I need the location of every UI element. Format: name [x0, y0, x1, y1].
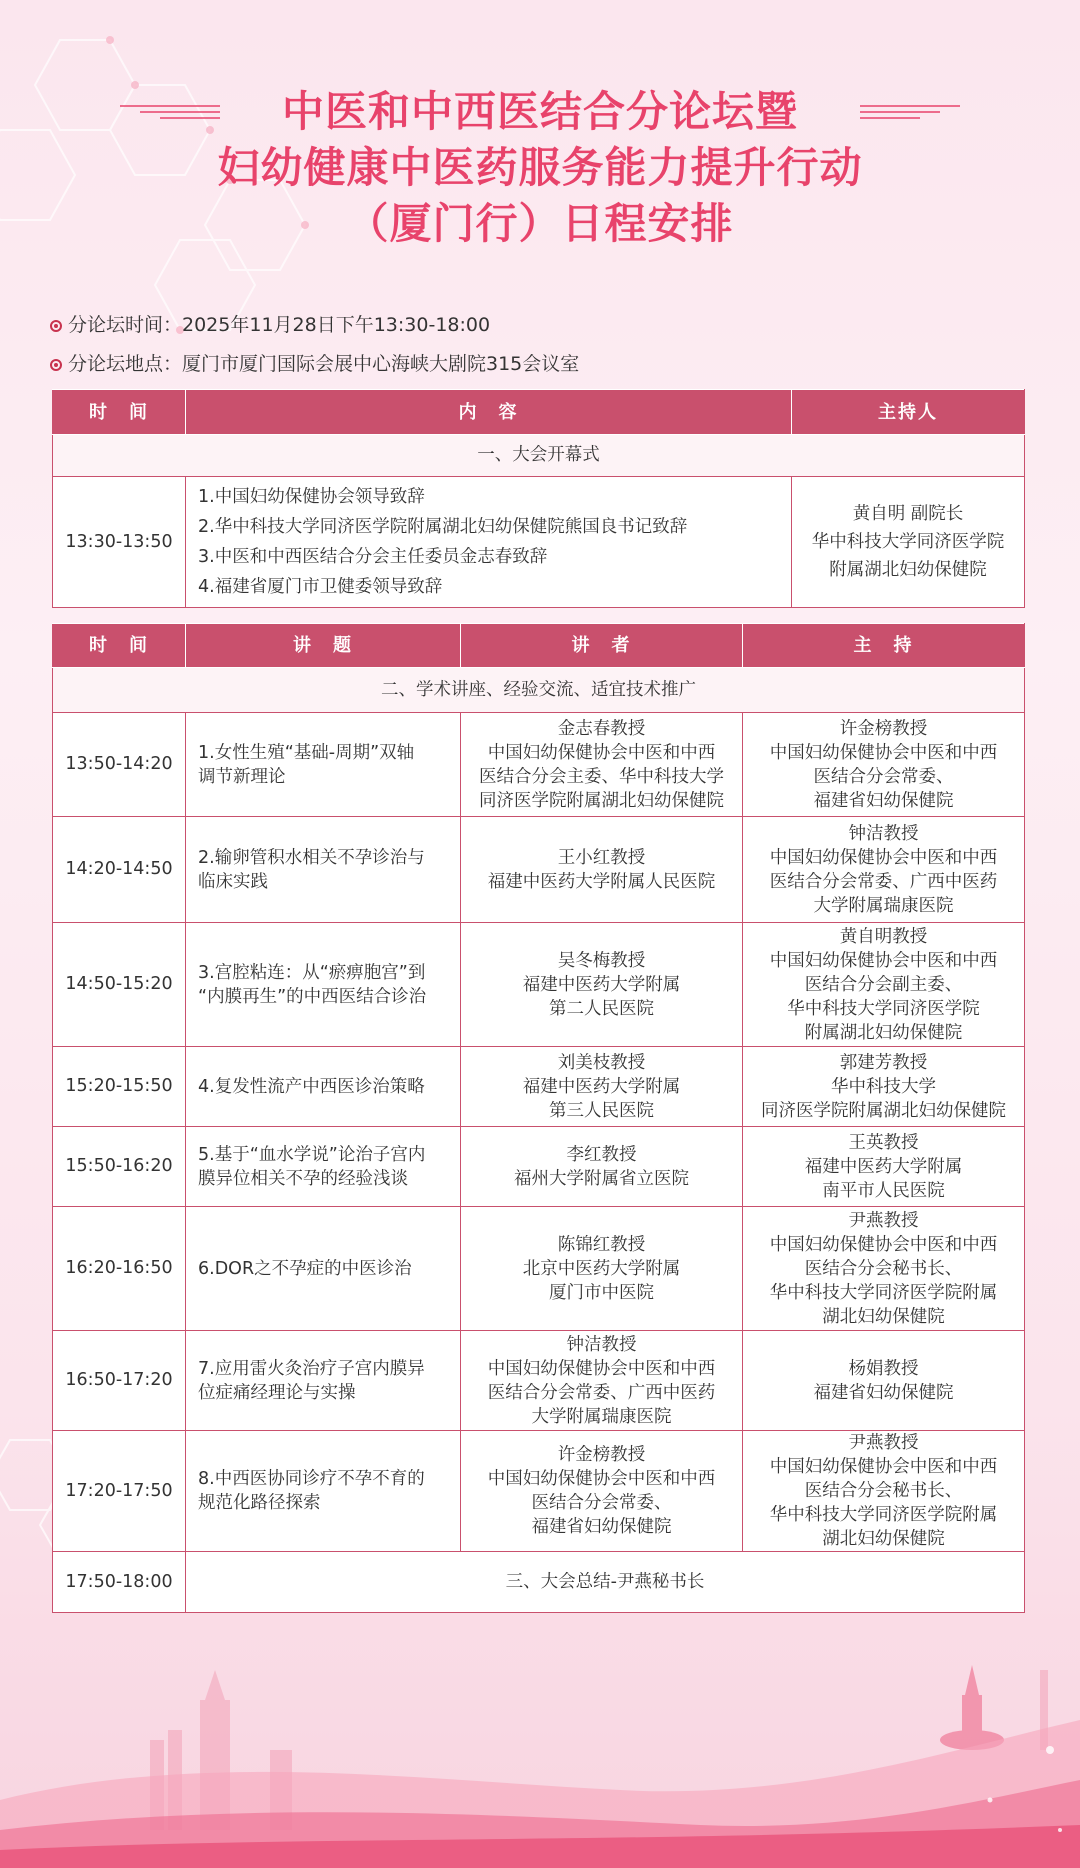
speaker-cell-line: 医结合分会主委、华中科技大学 — [479, 766, 724, 787]
speaker-cell-line: 福建中医药大学附属 — [522, 1076, 681, 1097]
time-cell: 14:20-14:50 — [53, 817, 186, 923]
topic-cell-line: 6.DOR之不孕症的中医诊治 — [198, 1258, 412, 1279]
host-cell-line: 中国妇幼保健协会中医和中西 — [769, 950, 998, 971]
host-cell — [743, 1207, 1025, 1331]
host-cell — [792, 477, 1025, 608]
forum-place-text: 分论坛地点：厦门市厦门国际会展中心海峡大剧院315会议室 — [68, 353, 580, 375]
host-cell-line: 王英教授 — [848, 1132, 919, 1153]
speaker-cell-line: 医结合分会常委、广西中医药 — [487, 1382, 716, 1403]
speaker-cell-line: 刘美枝教授 — [557, 1052, 646, 1073]
header-topic: 讲 题 — [186, 624, 461, 668]
time-cell: 15:50-16:20 — [53, 1127, 186, 1207]
host-cell — [743, 1127, 1025, 1207]
topic-cell-line: 临床实践 — [198, 871, 268, 892]
topic-cell-line: 1.女性生殖“基础-周期”双轴 — [198, 742, 415, 763]
header-host: 主持人 — [792, 390, 1025, 435]
host-cell-line: 华中科技大学 — [831, 1076, 936, 1097]
speaker-cell-line: 第三人民医院 — [549, 1100, 654, 1121]
host-cell-line: 郭建芳教授 — [839, 1052, 928, 1073]
forum-place — [50, 349, 579, 376]
speaker-cell-line: 福州大学附属省立医院 — [514, 1168, 689, 1189]
time-cell: 13:50-14:20 — [53, 713, 186, 817]
bottom-decoration — [0, 1600, 1080, 1868]
title-line-3: （厦门行）日程安排 — [346, 199, 734, 248]
speaker-cell-line: 中国妇幼保健协会中医和中西 — [487, 1358, 716, 1379]
host-cell-line: 黄自明教授 — [839, 926, 928, 947]
speaker-cell-line: 北京中医药大学附属 — [522, 1258, 681, 1279]
speaker-cell-line: 李红教授 — [566, 1144, 637, 1165]
speaker-cell — [461, 1127, 743, 1207]
time-cell: 17:20-17:50 — [53, 1431, 186, 1552]
topic-cell — [186, 1207, 461, 1331]
speaker-cell — [461, 713, 743, 817]
forum-time — [50, 310, 490, 337]
speaker-cell — [461, 923, 743, 1047]
speaker-cell — [461, 1331, 743, 1431]
forum-time-text: 分论坛时间：2025年11月28日下午13:30-18:00 — [68, 314, 491, 336]
host-cell-line: 医结合分会秘书长、 — [804, 1481, 963, 1501]
speaker-cell-line: 大学附属瑞康医院 — [531, 1406, 672, 1427]
time-cell: 13:30-13:50 — [53, 477, 186, 608]
content-line: 2.华中科技大学同济医学院附属湖北妇幼保健院熊国良书记致辞 — [198, 517, 688, 537]
host-line: 附属湖北妇幼保健院 — [829, 560, 987, 580]
header-time: 时 间 — [53, 390, 186, 435]
speaker-cell-line: 钟洁教授 — [566, 1334, 637, 1355]
speaker-cell-line: 中国妇幼保健协会中医和中西 — [487, 742, 716, 763]
host-cell-line: 大学附属瑞康医院 — [813, 895, 954, 916]
host-cell-line: 福建中医药大学附属 — [804, 1156, 963, 1177]
host-cell-line: 中国妇幼保健协会中医和中西 — [769, 847, 998, 868]
time-cell: 16:20-16:50 — [53, 1207, 186, 1331]
host-cell — [743, 1047, 1025, 1127]
host-cell-line: 华中科技大学同济医学院 — [787, 998, 980, 1019]
speaker-cell-line: 医结合分会常委、 — [531, 1493, 672, 1513]
header-host: 主 持 — [743, 624, 1025, 668]
host-cell — [743, 713, 1025, 817]
bullet-icon — [50, 320, 62, 332]
speaker-cell-line: 福建省妇幼保健院 — [531, 1517, 672, 1537]
closing-time: 17:50-18:00 — [53, 1552, 186, 1613]
topic-cell — [186, 1127, 461, 1207]
topic-cell-line: 8.中西医协同诊疗不孕不育的 — [198, 1469, 425, 1489]
speaker-cell-line: 第二人民医院 — [549, 998, 654, 1019]
speaker-cell-line: 吴冬梅教授 — [557, 950, 646, 971]
speaker-cell-line: 许金榜教授 — [557, 1445, 646, 1465]
host-cell-line: 医结合分会常委、广西中医药 — [769, 871, 998, 892]
host-cell-line: 医结合分会常委、 — [813, 766, 954, 787]
lecture-table — [52, 623, 1025, 1613]
host-cell-line: 同济医学院附属湖北妇幼保健院 — [761, 1100, 1006, 1121]
topic-cell — [186, 923, 461, 1047]
title-line-1: 中医和中西医结合分论坛暨 — [281, 87, 798, 136]
host-cell-line: 钟洁教授 — [848, 823, 919, 844]
opening-table — [52, 389, 1025, 608]
content-line: 1.中国妇幼保健协会领导致辞 — [198, 487, 425, 507]
lecture-row — [53, 923, 1025, 1047]
lecture-row — [53, 1127, 1025, 1207]
speaker-cell-line: 厦门市中医院 — [549, 1282, 654, 1303]
page-title — [0, 84, 1080, 252]
topic-cell — [186, 1431, 461, 1552]
lecture-row — [53, 1047, 1025, 1127]
lecture-row — [53, 713, 1025, 817]
lecture-row — [53, 1331, 1025, 1431]
topic-cell — [186, 1331, 461, 1431]
host-line: 黄自明 副院长 — [852, 504, 964, 524]
lecture-row — [53, 1431, 1025, 1552]
topic-cell-line: “内膜再生”的中西医结合诊治 — [198, 986, 427, 1007]
host-cell-line: 华中科技大学同济医学院附属 — [769, 1505, 998, 1525]
topic-cell-line: 4.复发性流产中西医诊治策略 — [198, 1076, 425, 1097]
host-cell-line: 附属湖北妇幼保健院 — [804, 1022, 963, 1043]
speaker-cell — [461, 1047, 743, 1127]
host-cell — [743, 923, 1025, 1047]
host-cell-line: 杨娟教授 — [848, 1358, 919, 1379]
topic-cell-line: 膜异位相关不孕的经验浅谈 — [198, 1168, 408, 1189]
speaker-cell-line: 金志春教授 — [557, 718, 646, 739]
host-cell-line: 医结合分会副主委、 — [804, 974, 963, 995]
topic-cell-line: 7.应用雷火灸治疗子宫内膜异 — [198, 1358, 425, 1379]
speaker-cell — [461, 1431, 743, 1552]
host-cell-line: 南平市人民医院 — [822, 1180, 945, 1201]
host-cell-line: 中国妇幼保健协会中医和中西 — [769, 1234, 998, 1255]
content-line: 3.中医和中西医结合分会主任委员金志春致辞 — [198, 547, 548, 567]
topic-cell-line: 5.基于“血水学说”论治子宫内 — [198, 1144, 426, 1165]
topic-cell — [186, 1047, 461, 1127]
host-cell-line: 尹燕教授 — [848, 1433, 919, 1453]
lecture-row — [53, 1207, 1025, 1331]
host-cell-line: 尹燕教授 — [848, 1210, 919, 1231]
host-cell-line: 中国妇幼保健协会中医和中西 — [769, 1457, 998, 1477]
speaker-cell-line: 中国妇幼保健协会中医和中西 — [487, 1469, 716, 1489]
speaker-cell-line: 福建中医药大学附属 — [522, 974, 681, 995]
topic-cell — [186, 713, 461, 817]
host-cell-line: 福建省妇幼保健院 — [813, 1382, 954, 1403]
topic-cell-line: 3.宫腔粘连：从“瘀痹胞宫”到 — [198, 962, 426, 983]
topic-cell — [186, 817, 461, 923]
header-speaker: 讲 者 — [461, 624, 743, 668]
time-cell: 16:50-17:20 — [53, 1331, 186, 1431]
bullet-icon — [50, 359, 62, 371]
speaker-cell-line: 同济医学院附属湖北妇幼保健院 — [479, 790, 724, 811]
host-cell-line: 许金榜教授 — [839, 718, 928, 739]
host-cell — [743, 1331, 1025, 1431]
header-content: 内 容 — [186, 390, 792, 435]
host-cell-line: 湖北妇幼保健院 — [822, 1529, 945, 1549]
section-title: 二、学术讲座、经验交流、适宜技术推广 — [53, 668, 1025, 713]
host-cell-line: 医结合分会秘书长、 — [804, 1258, 963, 1279]
speaker-cell-line: 王小红教授 — [557, 847, 646, 868]
speaker-cell — [461, 1207, 743, 1331]
speaker-cell-line: 陈锦红教授 — [557, 1234, 646, 1255]
speaker-cell-line: 福建中医药大学附属人民医院 — [487, 871, 716, 892]
host-line: 华中科技大学同济医学院 — [811, 532, 1005, 552]
topic-cell-line: 规范化路径探索 — [198, 1493, 321, 1513]
section-title: 一、大会开幕式 — [53, 435, 1025, 477]
time-cell: 14:50-15:20 — [53, 923, 186, 1047]
host-cell-line: 华中科技大学同济医学院附属 — [769, 1282, 998, 1303]
host-cell — [743, 1431, 1025, 1552]
topic-cell-line: 调节新理论 — [198, 766, 286, 787]
header-time: 时 间 — [53, 624, 186, 668]
time-cell: 15:20-15:50 — [53, 1047, 186, 1127]
topic-cell-line: 位症痛经理论与实操 — [198, 1382, 356, 1403]
lecture-row — [53, 817, 1025, 923]
content-cell — [186, 477, 792, 608]
host-cell-line: 中国妇幼保健协会中医和中西 — [769, 742, 998, 763]
closing-text: 三、大会总结-尹燕秘书长 — [186, 1552, 1025, 1613]
host-cell-line: 福建省妇幼保健院 — [813, 790, 954, 811]
host-cell-line: 湖北妇幼保健院 — [822, 1306, 945, 1327]
title-line-2: 妇幼健康中医药服务能力提升行动 — [217, 143, 863, 192]
content-line: 4.福建省厦门市卫健委领导致辞 — [198, 577, 443, 597]
topic-cell-line: 2.输卵管积水相关不孕诊治与 — [198, 847, 425, 868]
host-cell — [743, 817, 1025, 923]
speaker-cell — [461, 817, 743, 923]
